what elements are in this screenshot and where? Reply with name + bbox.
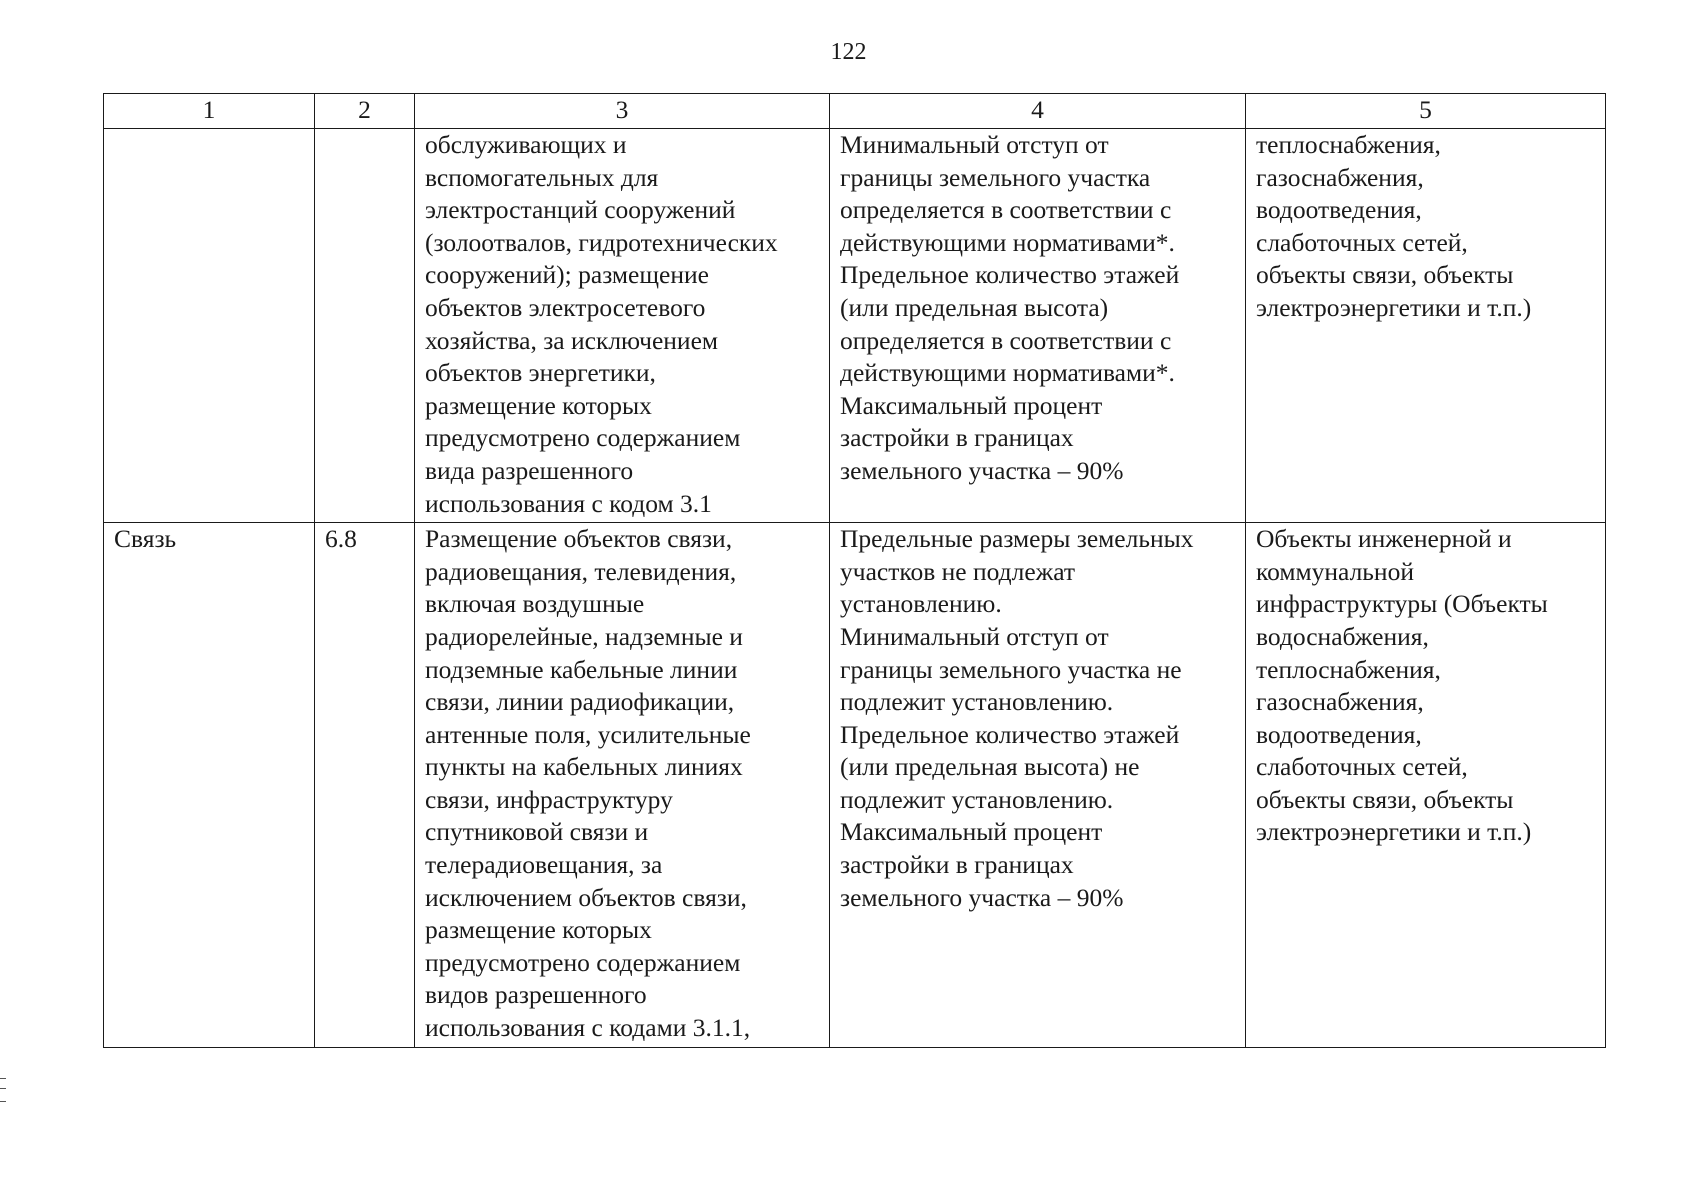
column-header-2: 2 — [315, 94, 415, 129]
use-type-description: обслуживающих и вспомогательных для электростанций сооружений (золоотвалов, гидротехнических сооружений); размещение объектов электросетевого хозяйства, за исключением объектов энергетики, размещение которых предусмотрено содержанием вида разрешенного использования с кодом 3.1 — [415, 129, 830, 523]
use-type-parameters: Минимальный отступ от границы земельного участка определяется в соответствии с действующими нормативами*. Предельное количество этажей (или предельная высота) определяется в соответствии с действующими нормативами*. Максимальный процент застройки в границах земельного участка – 90% — [830, 129, 1246, 523]
use-type-notes: теплоснабжения, газоснабжения, водоотведения, слаботочных сетей, объекты связи, объекты электроэнергетики и т.п.) — [1246, 129, 1606, 523]
use-type-notes: Объекты инженерной и коммунальной инфраструктуры (Объекты водоснабжения, теплоснабжения, газоснабжения, водоотведения, слаботочных сетей, объекты связи, объекты электроэнергетики и т.п.) — [1246, 523, 1606, 1048]
zoning-table — [103, 93, 1606, 1048]
table-header-row — [104, 94, 1606, 129]
column-header-3: 3 — [415, 94, 830, 129]
use-type-parameters: Предельные размеры земельных участков не подлежат установлению. Минимальный отступ от границы земельного участка не подлежит установлению. Предельное количество этажей (или предельная высота) не подлежит установлению. Максимальный процент застройки в границах земельного участка – 90% — [830, 523, 1246, 1048]
use-type-code — [315, 129, 415, 523]
page-number: 122 — [830, 39, 867, 65]
table-row — [104, 523, 1606, 1048]
use-type-name: Связь — [104, 523, 315, 1048]
column-header-1: 1 — [104, 94, 315, 129]
column-header-5: 5 — [1246, 94, 1606, 129]
scan-margin-mark — [0, 1078, 6, 1102]
use-type-code: 6.8 — [315, 523, 415, 1048]
use-type-description: Размещение объектов связи, радиовещания, телевидения, включая воздушные радиорелейные, надземные и подземные кабельные линии связи, линии радиофикации, антенные поля, усилительные пункты на кабельных линиях связи, инфраструктуру спутниковой связи и телерадиовещания, за исключением объектов связи, размещение которых предусмотрено содержанием видов разрешенного использования с кодами 3.1.1, — [415, 523, 830, 1048]
table-row — [104, 129, 1606, 523]
column-header-4: 4 — [830, 94, 1246, 129]
use-type-name — [104, 129, 315, 523]
